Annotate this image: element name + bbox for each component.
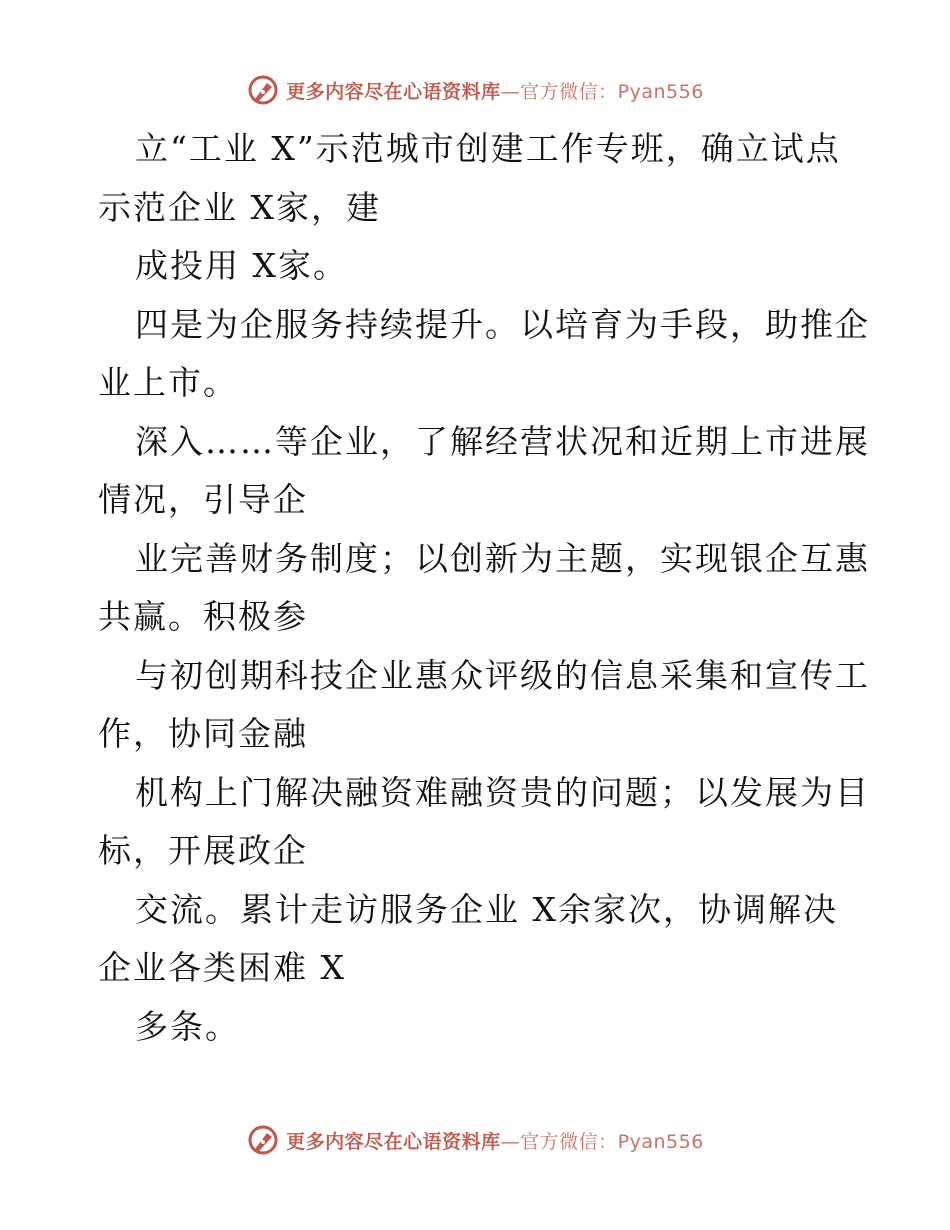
text-line: 企业各类困难 X (98, 948, 346, 987)
pen-nib-seal-icon (246, 73, 280, 107)
text-line: 示范企业 X家，建 (98, 187, 381, 227)
text-line: 立“工业 X”示范城市创建工作专班，确立试点 (135, 129, 841, 168)
footer-watermark (0, 1120, 950, 1160)
text-line: 多条。 (135, 1006, 240, 1046)
text-line: 作，协同金融 (98, 714, 308, 753)
watermark-text: 更多内容尽在心语资料库—官方微信：Pyan556 (286, 80, 704, 103)
text-line: 共赢。积极参 (98, 597, 308, 636)
text-line: 业完善财务制度；以创新为主题，实现银企互惠 (135, 538, 870, 578)
text-line: 业上市。 (98, 363, 238, 402)
text-line: 与初创期科技企业惠众评级的信息采集和宣传工 (135, 655, 870, 695)
document-body (98, 120, 870, 1056)
text-line: 深入……等企业，了解经营状况和近期上市进展 (135, 421, 870, 461)
header-watermark (0, 70, 950, 110)
text-line: 标，开展政企 (98, 831, 308, 870)
watermark-text: 更多内容尽在心语资料库—官方微信：Pyan556 (286, 1130, 704, 1153)
text-line: 交流。累计走访服务企业 X余家次，协调解决 (135, 889, 838, 929)
text-line: 机构上门解决融资难融资贵的问题；以发展为目 (135, 772, 870, 812)
text-line: 成投用 X家。 (135, 246, 348, 285)
text-line: 四是为企服务持续提升。以培育为手段，助推企 (135, 304, 870, 344)
text-line: 情况，引导企 (98, 480, 308, 519)
pen-nib-seal-icon (246, 1123, 280, 1157)
